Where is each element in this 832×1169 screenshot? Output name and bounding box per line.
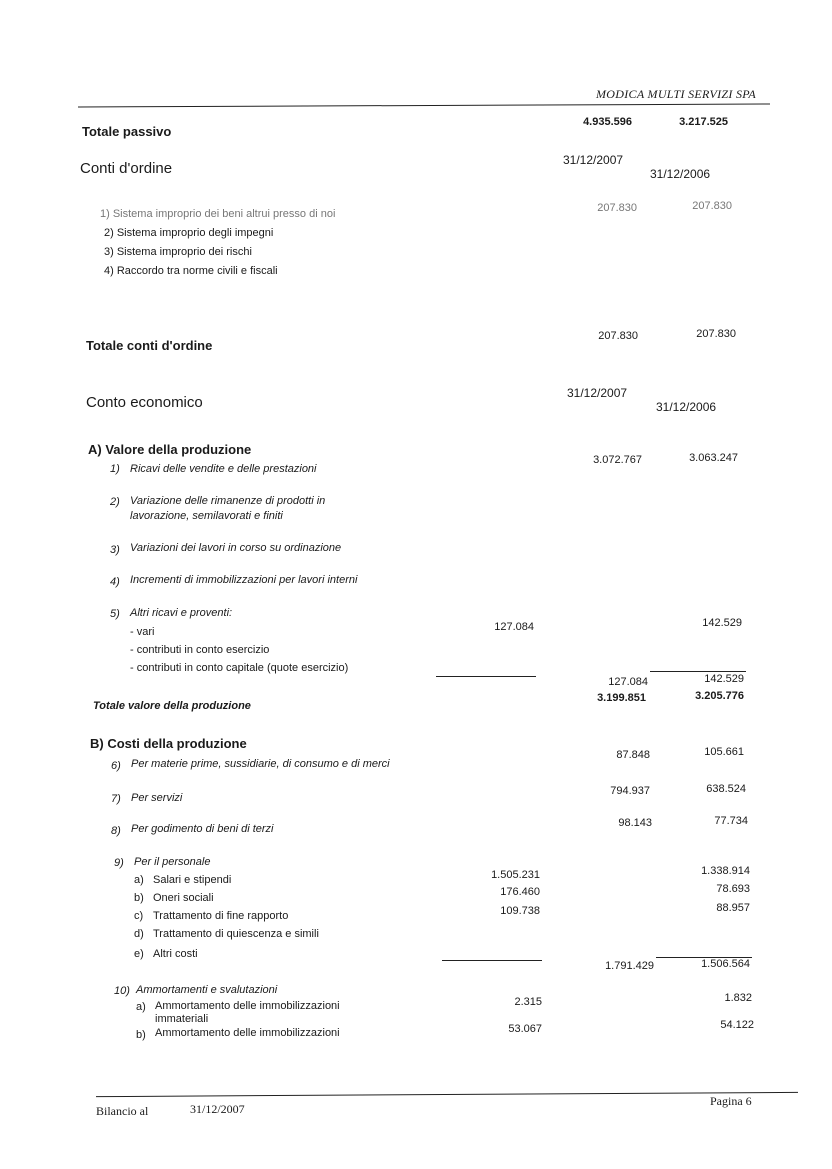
section-b-title: B) Costi della produzione xyxy=(90,736,247,751)
conti-ordine-item-3: 3) Sistema improprio dei rischi xyxy=(104,246,252,258)
item-9d-label: Trattamento di quiescenza e simili xyxy=(153,928,319,940)
conti-ordine-item-2: 2) Sistema improprio degli impegni xyxy=(104,227,274,239)
item-7-2007: 794.937 xyxy=(610,785,650,797)
item-5-label: Altri ricavi e proventi: xyxy=(130,607,233,619)
item-10-num: 10) xyxy=(114,985,130,997)
conto-economico-date-2006: 31/12/2006 xyxy=(656,400,717,414)
totale-valore-produzione-2007: 3.199.851 xyxy=(597,692,646,704)
item-9-sub-2006: 1.506.564 xyxy=(701,958,750,970)
item-5-sub-2007: 127.084 xyxy=(608,676,648,688)
item-8-label: Per godimento di beni di terzi xyxy=(131,823,274,835)
item-10b-2006: 54.122 xyxy=(720,1019,754,1031)
item-5-vari-2006: 142.529 xyxy=(702,617,742,629)
item-5-sub-2006: 142.529 xyxy=(704,673,744,685)
conto-economico-title: Conto economico xyxy=(86,394,203,411)
item-3-label: Variazioni dei lavori in corso su ordinazione xyxy=(130,542,342,554)
conti-ordine-item-1-2007: 207.830 xyxy=(597,202,637,214)
item-6-num: 6) xyxy=(111,760,121,772)
conti-ordine-title: Conti d'ordine xyxy=(80,160,173,177)
footer-page-number: Pagina 6 xyxy=(710,1094,752,1108)
totale-conti-ordine-label: Totale conti d'ordine xyxy=(86,338,213,353)
item-2-num: 2) xyxy=(110,496,120,508)
item-1-2007: 3.072.767 xyxy=(593,454,642,466)
item-9b-2006: 78.693 xyxy=(716,883,750,895)
item-7-label: Per servizi xyxy=(131,792,183,804)
item-5-vari-2007: 127.084 xyxy=(494,621,534,633)
header-rule xyxy=(78,103,770,107)
company-name: MODICA MULTI SERVIZI SPA xyxy=(596,87,756,101)
conti-ordine-date-2007: 31/12/2007 xyxy=(563,153,624,167)
item-10a-2006: 1.832 xyxy=(724,992,752,1004)
conti-ordine-date-2006: 31/12/2006 xyxy=(650,167,711,181)
item-1-num: 1) xyxy=(110,463,120,475)
item-4-label: Incrementi di immobilizzazioni per lavori interni xyxy=(130,574,358,586)
item-10b-label: Ammortamento delle immobilizzazioni xyxy=(155,1027,340,1039)
item-9a-label: Salari e stipendi xyxy=(153,874,232,886)
section-a-title: A) Valore della produzione xyxy=(88,442,252,457)
item-10a-letter: a) xyxy=(136,1001,146,1013)
subtotal-rule-a-2006 xyxy=(650,671,746,672)
item-2-line1: Variazione delle rimanenze di prodotti in xyxy=(130,495,326,507)
conti-ordine-item-1-2006: 207.830 xyxy=(692,200,732,212)
totale-valore-produzione-label: Totale valore della produzione xyxy=(93,700,251,712)
footer-bilancio-label: Bilancio al xyxy=(96,1104,149,1118)
item-1-2006: 3.063.247 xyxy=(689,452,738,464)
item-3-num: 3) xyxy=(110,544,120,556)
item-6-2007: 87.848 xyxy=(616,749,650,761)
item-8-num: 8) xyxy=(111,825,121,837)
item-5-vari: - vari xyxy=(130,626,155,638)
item-9a-letter: a) xyxy=(134,874,144,886)
totale-passivo-2006: 3.217.525 xyxy=(679,116,728,128)
item-1-label: Ricavi delle vendite e delle prestazioni xyxy=(130,463,317,475)
item-9c-2007: 109.738 xyxy=(500,905,540,917)
totale-passivo-2007: 4.935.596 xyxy=(583,116,632,128)
conti-ordine-item-4: 4) Raccordo tra norme civili e fiscali xyxy=(104,265,278,277)
item-5-num: 5) xyxy=(110,608,120,620)
totale-conti-ordine-2007: 207.830 xyxy=(598,330,638,342)
item-9c-letter: c) xyxy=(134,910,144,922)
item-7-2006: 638.524 xyxy=(706,783,746,795)
totale-passivo-label: Totale passivo xyxy=(82,124,172,139)
item-10a-line2: immateriali xyxy=(155,1013,209,1025)
conti-ordine-item-1: 1) Sistema improprio dei beni altrui presso di noi xyxy=(100,208,336,220)
item-10b-letter: b) xyxy=(136,1029,146,1041)
item-9b-letter: b) xyxy=(134,892,144,904)
totale-conti-ordine-2006: 207.830 xyxy=(696,328,736,340)
item-8-2006: 77.734 xyxy=(714,815,748,827)
subtotal-rule-a-2007 xyxy=(436,676,536,677)
item-9-num: 9) xyxy=(114,857,124,869)
item-9d-letter: d) xyxy=(134,928,144,940)
item-9-sub-2007: 1.791.429 xyxy=(605,960,654,972)
item-5-esercizio: - contributi in conto esercizio xyxy=(130,644,270,656)
footer-rule xyxy=(96,1092,798,1097)
item-9c-2006: 88.957 xyxy=(716,902,750,914)
item-9c-label: Trattamento di fine rapporto xyxy=(153,910,289,922)
item-10a-line1: Ammortamento delle immobilizzazioni xyxy=(155,1000,340,1012)
item-9e-letter: e) xyxy=(134,948,144,960)
item-8-2007: 98.143 xyxy=(618,817,652,829)
item-9-label: Per il personale xyxy=(134,856,211,868)
item-7-num: 7) xyxy=(111,793,121,805)
item-4-num: 4) xyxy=(110,576,120,588)
totale-valore-produzione-2006: 3.205.776 xyxy=(695,690,744,702)
item-6-label: Per materie prime, sussidiarie, di consumo e di merci xyxy=(131,758,390,770)
item-9a-2006: 1.338.914 xyxy=(701,865,750,877)
item-10-label: Ammortamenti e svalutazioni xyxy=(136,984,278,996)
item-6-2006: 105.661 xyxy=(704,746,744,758)
item-10b-2007: 53.067 xyxy=(508,1023,542,1035)
item-9a-2007: 1.505.231 xyxy=(491,869,540,881)
subtotal-rule-b-2007 xyxy=(442,960,542,961)
item-5-capitale: - contributi in conto capitale (quote esercizio) xyxy=(130,662,349,674)
item-2-line2: lavorazione, semilavorati e finiti xyxy=(130,510,283,522)
item-9b-label: Oneri sociali xyxy=(153,892,214,904)
item-9b-2007: 176.460 xyxy=(500,886,540,898)
item-10a-2007: 2.315 xyxy=(514,996,542,1008)
conto-economico-date-2007: 31/12/2007 xyxy=(567,386,628,400)
footer-date: 31/12/2007 xyxy=(190,1102,245,1116)
item-9e-label: Altri costi xyxy=(153,948,198,960)
